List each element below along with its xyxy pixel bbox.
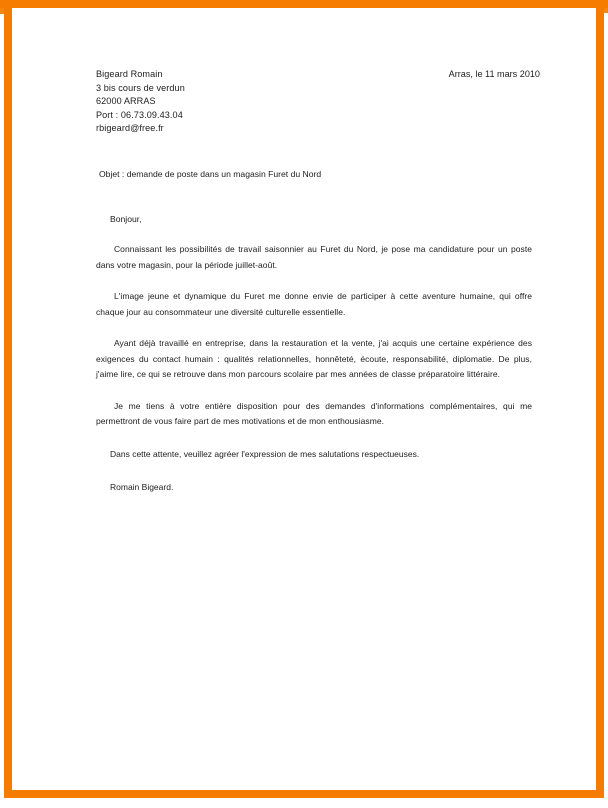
scan-frame-corner-top-left xyxy=(0,0,5,14)
letter-header xyxy=(96,68,540,142)
sender-phone: Port : 06.73.09.43.04 xyxy=(96,109,183,120)
sender-city: 62000 ARRAS xyxy=(96,96,156,107)
scan-frame-bottom-border xyxy=(4,790,604,798)
sender-name: Bigeard Romain xyxy=(96,69,163,79)
scan-frame-left-border xyxy=(4,0,12,798)
letter-date: Arras, le 11 mars 2010 xyxy=(448,69,540,79)
sender-email: rbigeard@free.fr xyxy=(96,123,164,134)
letter-paper xyxy=(12,8,596,790)
letter-content xyxy=(96,68,540,496)
scan-frame-right-border xyxy=(596,0,604,798)
letter-closing: Dans cette attente, veuillez agréer l'expression de mes salutations respectueuses. xyxy=(110,448,420,459)
body-paragraph-4: Je me tiens à votre entière disposition pour des demandes d'informations complémentaires, qui me permettront de vous faire part de mes motivations et de mon enthousiasme. xyxy=(96,400,532,426)
letter-subject: Objet : demande de poste dans un magasin Furet du Nord xyxy=(99,169,322,179)
sender-street: 3 bis cours de verdun xyxy=(96,82,185,93)
scan-frame-top-border xyxy=(0,0,608,8)
body-paragraph-1: Connaissant les possibilités de travail saisonnier au Furet du Nord, je pose ma candidature pour un poste dans votre magasin, pour la période juillet-août. xyxy=(96,244,532,270)
body-paragraph-2: L'image jeune et dynamique du Furet me donne envie de participer à cette aventure humaine, qui offre chaque jour au consommateur une diversité culturelle essentielle. xyxy=(96,291,532,317)
letter-signature: Romain Bigeard. xyxy=(110,482,174,492)
body-paragraph-3: Ayant déjà travaillé en entreprise, dans la restauration et la vente, j'ai acquis une certaine expérience des exigences du contact humain : qualités relationnelles, honnêteté, écoute, responsabilité, diplomatie. De plus, j'aime lire, ce qui se retrouve dans mon parcours scolaire par mes années de classe préparatoire littéraire. xyxy=(96,338,532,379)
scan-frame-corner-top-right xyxy=(604,0,608,13)
letter-salutation: Bonjour, xyxy=(110,214,142,224)
